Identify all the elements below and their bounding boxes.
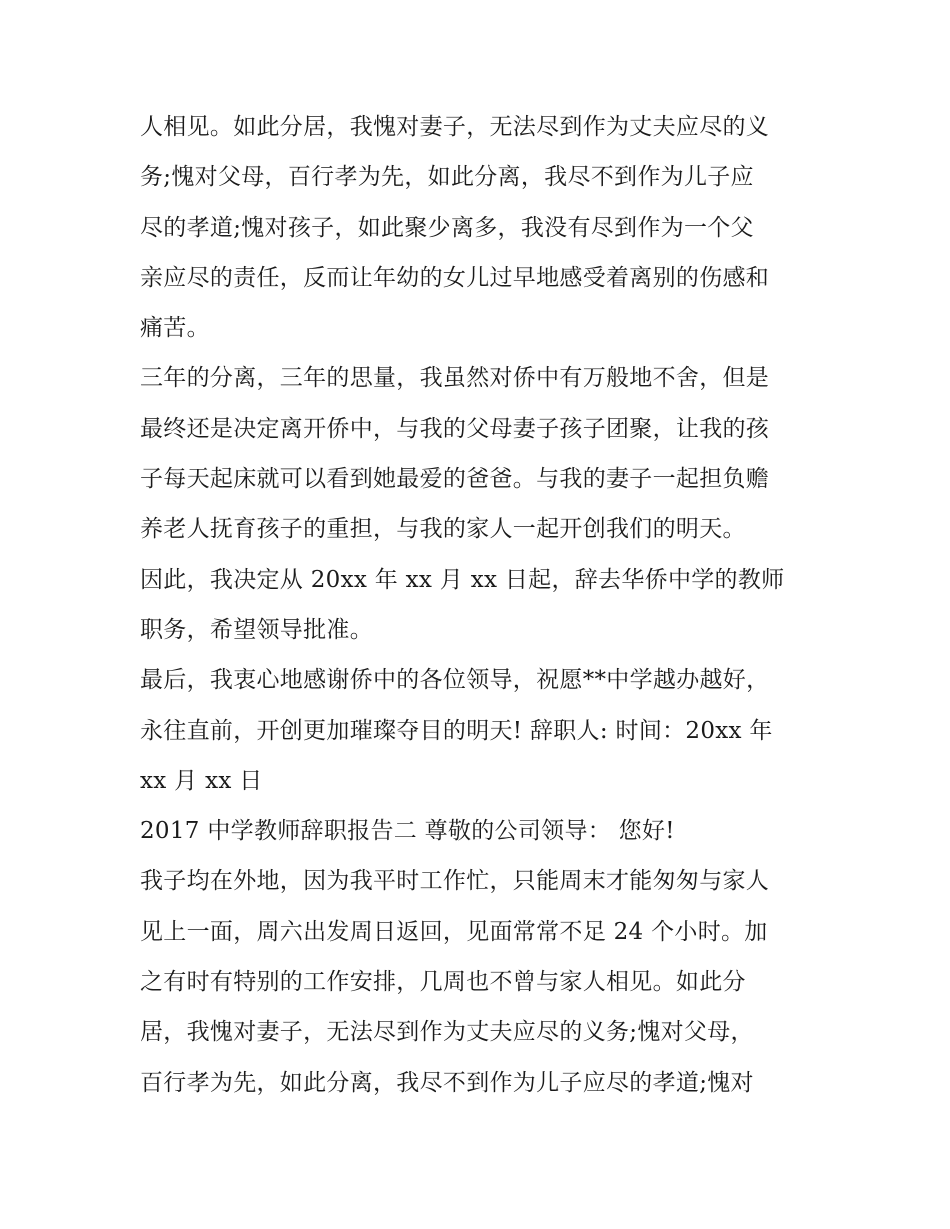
section-heading-line: 2017 中学教师辞职报告二 尊敬的公司领导： 您好! [140,818,675,845]
text-line: 职务，希望领导批准。 [140,616,373,643]
text-line: 人相见。如此分居，我愧对妻子，无法尽到作为丈夫应尽的义 [140,114,770,140]
text-line: 因此，我决定从 20xx 年 xx 月 xx 日起，辞去华侨中学的教师 [140,566,785,593]
text-line: 子每天起床就可以看到她最爱的爸爸。与我的妻子一起担负赡 [140,466,770,493]
text-line: 最终还是决定离开侨中，与我的父母妻子孩子团聚，让我的孩 [140,415,770,442]
text-line: 尽的孝道;愧对孩子，如此聚少离多，我没有尽到作为一个父 [140,214,754,241]
text-line: 百行孝为先，如此分离，我尽不到作为儿子应尽的孝道;愧对 [140,1069,754,1096]
text-line: 养老人抚育孩子的重担，与我的家人一起开创我们的明天。 [140,516,746,543]
text-line: 最后，我衷心地感谢侨中的各位领导，祝愿**中学越办越好， [140,667,770,694]
text-line: 务;愧对父母，百行孝为先，如此分离，我尽不到作为儿子应 [140,164,754,191]
text-line: 三年的分离，三年的思量，我虽然对侨中有万般地不舍，但是 [140,365,770,392]
text-line: 居，我愧对妻子，无法尽到作为丈夫应尽的义务;愧对父母， [140,1019,754,1046]
text-line: 我子均在外地，因为我平时工作忙，只能周末才能匆匆与家人 [140,868,770,895]
document-body [140,102,820,1108]
text-line: 见上一面，周六出发周日返回，见面常常不足 24 个小时。加 [140,918,768,945]
text-line: 亲应尽的责任，反而让年幼的女儿过早地感受着离别的伤感和 [140,264,770,291]
text-line: 痛苦。 [140,315,210,342]
text-line: xx 月 xx 日 [140,767,263,794]
text-line: 永往直前，开创更加璀璨夺目的明天! 辞职人: 时间：20xx 年 [140,717,773,744]
text-line: 之有时有特别的工作安排，几周也不曾与家人相见。如此分 [140,969,746,996]
